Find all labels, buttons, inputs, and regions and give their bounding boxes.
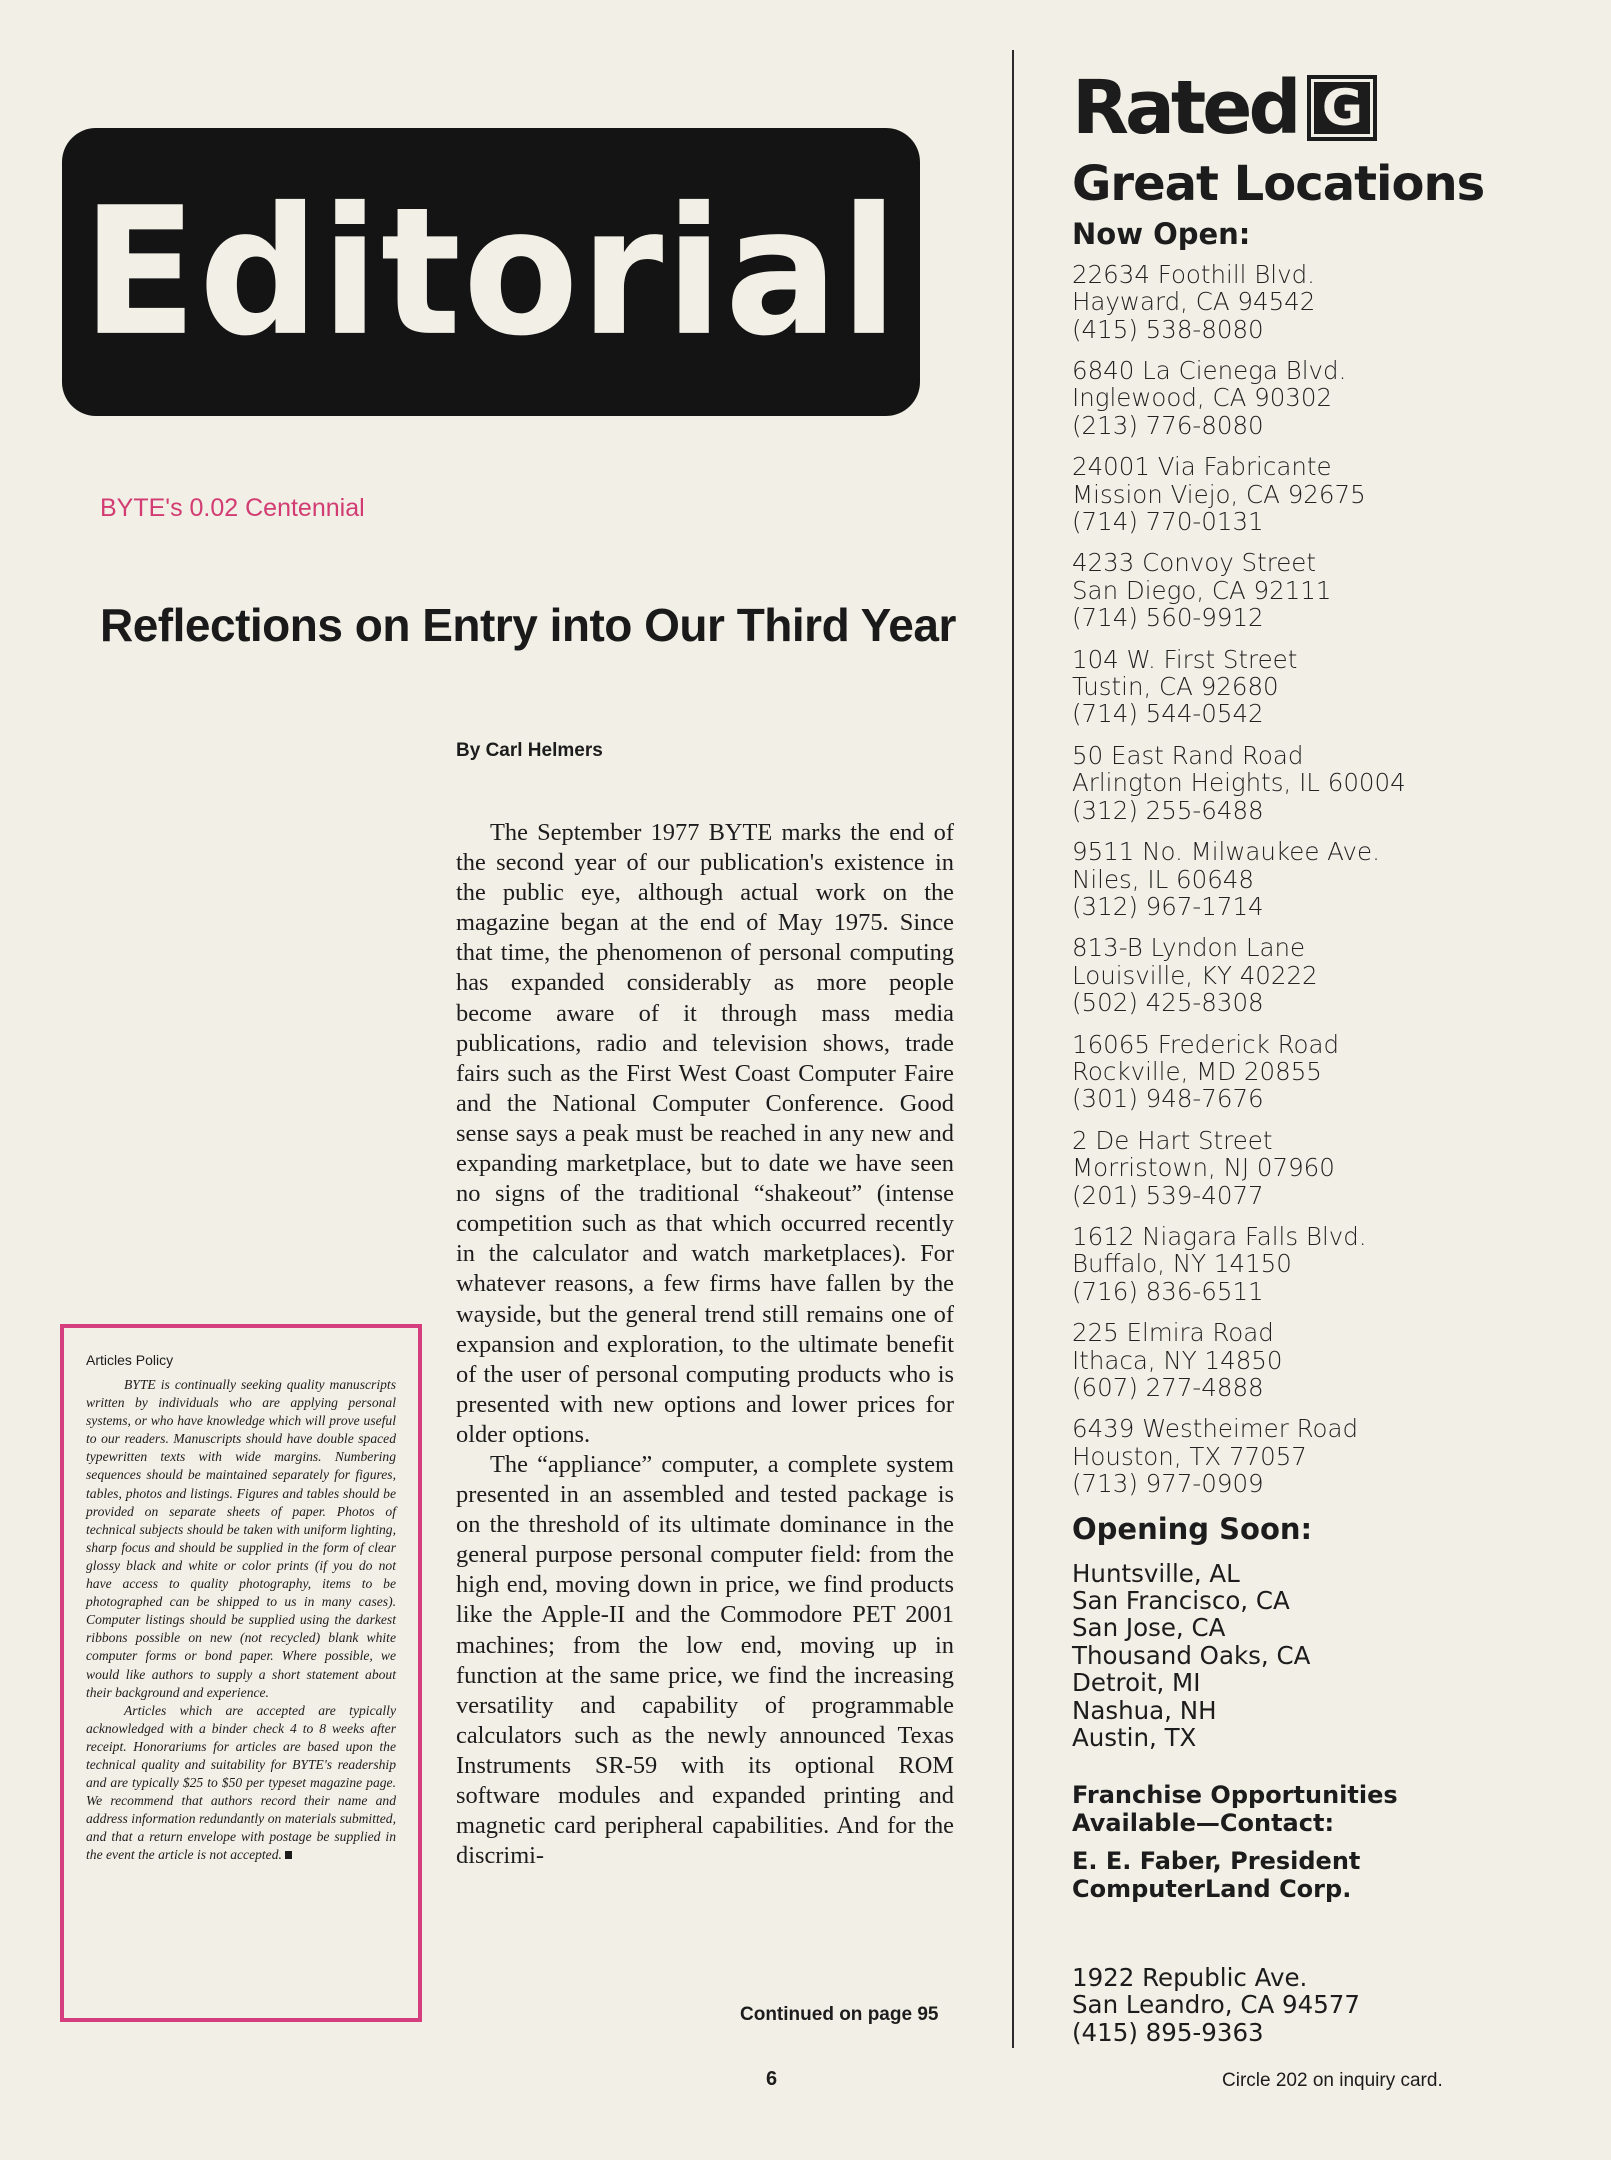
opening-soon-item: San Francisco, CA	[1072, 1586, 1290, 1616]
contact-name: E. E. Faber, President ComputerLand Corp.	[1072, 1847, 1361, 1904]
location-item: 1612 Niagara Falls Blvd. Buffalo, NY 14150 (716) 836-6511	[1072, 1221, 1367, 1306]
location-item: 22634 Foothill Blvd. Hayward, CA 94542 (415) 538-8080	[1072, 259, 1316, 344]
page-number: 6	[766, 2068, 778, 2090]
policy-body	[86, 1376, 396, 1865]
policy-paragraph-text: Articles which are accepted are typically acknowledged with a binder check 4 to 8 weeks after receipt. Honorariums for articles are based upon the technical quality and suitability for BYTE's readership and are typically $25 to $50 per typeset magazine page. We recommend that authors record their name and address information redundantly on materials submitted, and that a return envelope with postage be supplied in the event the article is not accepted.	[86, 1702, 396, 1863]
articles-policy-box	[60, 1324, 422, 2022]
byline: By Carl Helmers	[456, 740, 603, 761]
article-paragraph: The September 1977 BYTE marks the end of the second year of our publication's existence in the public eye, although actual work on the magazine began at the end of May 1975. Since that time, the phenomenon of personal computing has expanded considerably as more people become aware of it through mass media publications, radio and television shows, trade fairs such as the First West Coast Computer Faire and the National Computer Conference. Good sense says a peak must be reached in any new and expanding marketplace, but to date we have seen no signs of the traditional “shakeout” (intense competition such as that which occurred recently in the calculator and watch marketplaces). For whatever reasons, a few firms have fallen by the wayside, but the general trend still remains one of expansion and exploration, to the ultimate benefit of the user of personal computing products who is presented with new options and lower prices for older options.	[456, 819, 954, 1448]
opening-soon-item: Austin, TX	[1072, 1723, 1197, 1753]
article-paragraph: The “appliance” computer, a complete system presented in an assembled and tested package is on the threshold of its ultimate dominance in the general purpose personal computer field: from the high end, moving down in price, we find products like the Apple-II and the Commodore PET 2001 machines; from the low end, moving up in function at the same price, we find the increasing versatility and capability of programmable calculators such as the newly announced Texas Instruments SR-59 with its optional ROM software modules and expanded printing and magnetic card peripheral capabilities. And for the discrimi-	[456, 1450, 954, 1870]
column-divider	[1012, 50, 1014, 2048]
great-locations-heading: Great Locations	[1072, 156, 1485, 212]
location-item: 6439 Westheimer Road Houston, TX 77057 (713) 977-0909	[1072, 1414, 1359, 1499]
article-body	[456, 818, 954, 1871]
location-item: 2 De Hart Street Morristown, NJ 07960 (201) 539-4077	[1072, 1125, 1335, 1210]
opening-soon-item: Detroit, MI	[1072, 1668, 1201, 1698]
location-item: 16065 Frederick Road Rockville, MD 20855 (301) 948-7676	[1072, 1029, 1340, 1114]
computerland-ad	[1072, 66, 1592, 1903]
now-open-heading: Now Open:	[1072, 216, 1251, 251]
headquarters-address: 1922 Republic Ave. San Leandro, CA 94577 (415) 895-9363	[1072, 1963, 1360, 2047]
banner-title: Editorial	[82, 169, 900, 375]
g-badge	[1307, 75, 1377, 141]
opening-soon-item: Nashua, NH	[1072, 1695, 1217, 1725]
location-item: 6840 La Cienega Blvd. Inglewood, CA 90302 (213) 776-8080	[1072, 356, 1347, 440]
end-mark-icon	[285, 1851, 292, 1859]
location-item: 104 W. First Street Tustin, CA 92680 (714) 544-0542	[1072, 644, 1298, 729]
continued-note: Continued on page 95	[740, 2004, 939, 2025]
opening-soon-list	[1072, 1560, 1592, 1752]
opening-soon-item: Thousand Oaks, CA	[1072, 1640, 1311, 1670]
editorial-banner	[62, 128, 920, 416]
location-item: 4233 Convoy Street San Diego, CA 92111 (714) 560-9912	[1072, 548, 1332, 633]
location-list	[1072, 261, 1592, 1498]
inquiry-note: Circle 202 on inquiry card.	[1222, 2070, 1443, 2091]
opening-soon-item: Huntsville, AL	[1072, 1558, 1240, 1588]
g-badge-letter: G	[1314, 82, 1370, 134]
rated-g-logo	[1072, 66, 1592, 150]
policy-paragraph	[86, 1702, 396, 1865]
location-item: 9511 No. Milwaukee Ave. Niles, IL 60648 (312) 967-1714	[1072, 837, 1380, 921]
location-item: 24001 Via Fabricante Mission Viejo, CA 92675 (714) 770-0131	[1072, 452, 1366, 537]
franchise-heading: Franchise Opportunities Available—Contact:	[1072, 1781, 1398, 1838]
opening-soon-item: San Jose, CA	[1072, 1613, 1226, 1643]
headline: Reflections on Entry into Our Third Year	[100, 599, 956, 651]
policy-paragraph: BYTE is continually seeking quality manuscripts written by individuals who are applying personal systems, or who have knowledge which will prove useful to our readers. Manuscripts should have double spaced typewritten texts with wide margins. Numbering sequences should be maintained separately for figures, tables, photos and listings. Figures and tables should be provided on separate sheets of paper. Photos of technical subjects should be taken with uniform lighting, sharp focus and should be supplied in the form of clear glossy black and white or color prints (if you do not have access to quality photography, items to be photographed can be shipped to us in many cases). Computer listings should be supplied using the darkest ribbons possible on new (not recycled) blank white computer forms or bond paper. Where possible, we would like authors to supply a short statement about their background and experience.	[86, 1377, 396, 1700]
kicker: BYTE's 0.02 Centennial	[100, 494, 365, 522]
location-item: 225 Elmira Road Ithaca, NY 14850 (607) 277-4888	[1072, 1318, 1283, 1403]
rated-text: Rated	[1072, 65, 1298, 151]
opening-soon-heading: Opening Soon:	[1072, 1511, 1313, 1546]
policy-title: Articles Policy	[86, 1352, 174, 1368]
location-item: 813-B Lyndon Lane Louisville, KY 40222 (502) 425-8308	[1072, 933, 1318, 1018]
location-item: 50 East Rand Road Arlington Heights, IL 60004 (312) 255-6488	[1072, 740, 1406, 825]
